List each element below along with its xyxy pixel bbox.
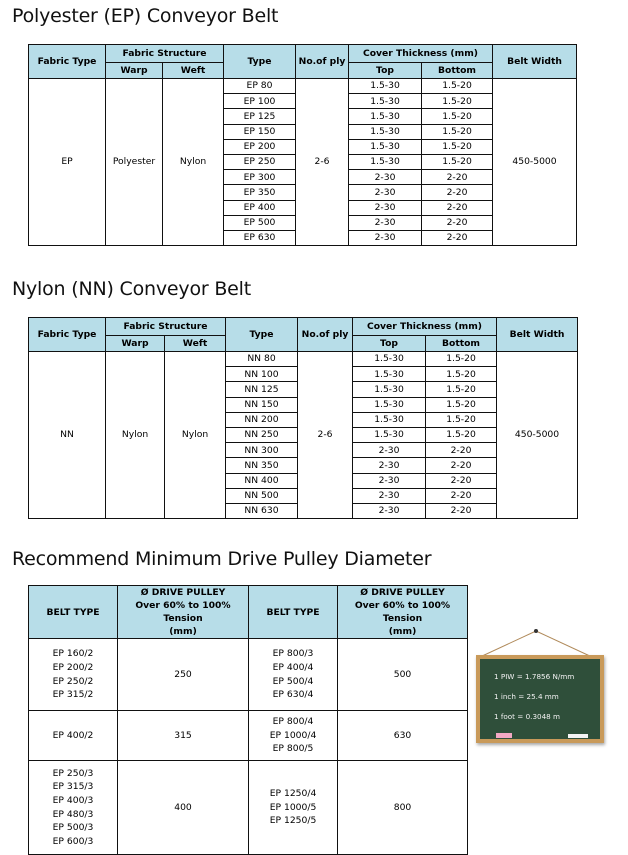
cell-type: NN 350	[226, 458, 298, 473]
cell-type: EP 300	[224, 170, 296, 185]
cell-bottom: 1.5-20	[426, 382, 497, 397]
header-drive-pulley-right	[338, 586, 468, 639]
header-fabric-structure: Fabric Structure	[106, 318, 226, 336]
cell-top: 2-30	[349, 170, 422, 185]
cell-warp: Nylon	[106, 352, 165, 519]
belt-type-entry: EP 1250/5	[269, 815, 317, 827]
nail-icon	[534, 629, 538, 633]
cell-bottom: 2-20	[426, 503, 497, 518]
cell-bottom: 2-20	[422, 170, 493, 185]
cell-fabric-type: NN	[29, 352, 106, 519]
cell-bottom: 2-20	[422, 200, 493, 215]
conversion-piw: 1 PIW = 1.7856 N/mm	[494, 672, 575, 681]
cell-type: EP 125	[224, 109, 296, 124]
belt-type-entry: EP 500/4	[272, 675, 314, 687]
cell-type: NN 500	[226, 488, 298, 503]
cell-no-of-ply: 2-6	[298, 352, 353, 519]
cell-bottom: 2-20	[426, 473, 497, 488]
cell-diameter-left: 315	[118, 711, 249, 761]
cell-bottom: 2-20	[422, 215, 493, 230]
cell-type: NN 300	[226, 443, 298, 458]
header-type: Type	[226, 318, 298, 352]
cell-warp: Polyester	[106, 79, 163, 246]
cell-type: EP 400	[224, 200, 296, 215]
belt-type-entry: EP 250/2	[52, 675, 94, 687]
table-row	[29, 639, 468, 711]
header-pulley-line1: Ø DRIVE PULLEY	[360, 587, 445, 598]
header-weft: Weft	[163, 63, 224, 79]
belt-type-entry: EP 1250/4	[269, 788, 317, 800]
cell-type: EP 80	[224, 79, 296, 94]
cell-top: 1.5-30	[353, 367, 426, 382]
belt-type-entry: EP 630/4	[272, 689, 314, 701]
cell-top: 1.5-30	[349, 139, 422, 154]
cell-belt-types-right	[249, 761, 338, 855]
cell-bottom: 1.5-20	[426, 397, 497, 412]
cell-bottom: 2-20	[426, 458, 497, 473]
belt-type-entry: EP 160/2	[52, 648, 94, 660]
header-belt-type-right: BELT TYPE	[249, 586, 338, 639]
header-pulley-line2: Over 60% to 100% Tension	[354, 600, 451, 624]
header-no-of-ply: No.of ply	[298, 318, 353, 352]
belt-type-entry: EP 500/3	[52, 822, 94, 834]
belt-type-entry: EP 480/3	[52, 808, 94, 820]
header-warp: Warp	[106, 63, 163, 79]
header-type: Type	[224, 45, 296, 79]
cell-top: 1.5-30	[353, 427, 426, 442]
unit-conversion-chalkboard	[474, 625, 604, 743]
cell-top: 1.5-30	[349, 109, 422, 124]
cell-top: 2-30	[353, 488, 426, 503]
header-drive-pulley-left	[118, 586, 249, 639]
cell-diameter-right: 800	[338, 761, 468, 855]
cell-type: EP 630	[224, 230, 296, 245]
header-cover-thickness: Cover Thickness (mm)	[353, 318, 497, 336]
belt-type-entry: EP 1000/4	[269, 729, 317, 741]
belt-type-entry: EP 400/2	[52, 729, 94, 741]
conversion-inch: 1 inch = 25.4 mm	[494, 692, 559, 701]
header-bottom: Bottom	[422, 63, 493, 79]
cell-bottom: 1.5-20	[426, 412, 497, 427]
cell-type: NN 80	[226, 352, 298, 367]
belt-type-entry: EP 250/3	[52, 767, 94, 779]
cell-type: NN 125	[226, 382, 298, 397]
cell-belt-width: 450-5000	[497, 352, 578, 519]
cell-top: 2-30	[353, 503, 426, 518]
cell-belt-types-left	[29, 711, 118, 761]
cell-bottom: 2-20	[422, 185, 493, 200]
cell-bottom: 1.5-20	[422, 154, 493, 169]
ep-section-title: Polyester (EP) Conveyor Belt	[12, 5, 279, 27]
header-top: Top	[349, 63, 422, 79]
cell-top: 2-30	[349, 185, 422, 200]
cell-top: 2-30	[349, 200, 422, 215]
cell-top: 2-30	[349, 230, 422, 245]
cell-bottom: 1.5-20	[422, 109, 493, 124]
cell-top: 2-30	[353, 473, 426, 488]
belt-type-entry: EP 600/3	[52, 835, 94, 847]
header-pulley-line2: Over 60% to 100% Tension	[135, 600, 231, 624]
cell-top: 1.5-30	[349, 94, 422, 109]
header-pulley-line1: Ø DRIVE PULLEY	[140, 587, 226, 598]
nn-section-title: Nylon (NN) Conveyor Belt	[12, 278, 251, 300]
cell-belt-width: 450-5000	[493, 79, 577, 246]
table-row	[29, 761, 468, 855]
cell-belt-types-left	[29, 639, 118, 711]
white-chalk-icon	[568, 734, 588, 738]
ep-spec-table	[28, 44, 577, 246]
header-fabric-structure: Fabric Structure	[106, 45, 224, 63]
cell-type: EP 250	[224, 154, 296, 169]
cell-diameter-left: 400	[118, 761, 249, 855]
header-bottom: Bottom	[426, 336, 497, 352]
cell-type: NN 200	[226, 412, 298, 427]
header-fabric-type: Fabric Type	[29, 45, 106, 79]
cell-belt-types-right	[249, 639, 338, 711]
header-cover-thickness: Cover Thickness (mm)	[349, 45, 493, 63]
header-belt-width: Belt Width	[493, 45, 577, 79]
cell-diameter-right: 500	[338, 639, 468, 711]
table-row	[29, 352, 578, 367]
cell-bottom: 1.5-20	[426, 367, 497, 382]
cell-bottom: 1.5-20	[426, 427, 497, 442]
pulley-section-title: Recommend Minimum Drive Pulley Diameter	[12, 548, 432, 570]
cell-bottom: 2-20	[426, 443, 497, 458]
cell-top: 1.5-30	[353, 352, 426, 367]
chalkboard-panel	[476, 655, 604, 743]
table-row	[29, 79, 577, 94]
belt-type-entry: EP 1000/5	[269, 801, 317, 813]
cell-top: 1.5-30	[353, 397, 426, 412]
header-belt-type-left: BELT TYPE	[29, 586, 118, 639]
cell-type: EP 150	[224, 124, 296, 139]
cell-bottom: 1.5-20	[422, 139, 493, 154]
belt-type-entry: EP 315/2	[52, 689, 94, 701]
header-belt-width: Belt Width	[497, 318, 578, 352]
header-pulley-line3: (mm)	[169, 626, 197, 637]
cell-top: 2-30	[353, 443, 426, 458]
cell-belt-types-right	[249, 711, 338, 761]
cell-bottom: 2-20	[422, 230, 493, 245]
cell-top: 1.5-30	[353, 382, 426, 397]
belt-type-entry: EP 800/4	[272, 716, 314, 728]
cell-top: 1.5-30	[349, 79, 422, 94]
cell-bottom: 2-20	[426, 488, 497, 503]
belt-type-entry: EP 800/5	[272, 743, 314, 755]
cell-belt-types-left	[29, 761, 118, 855]
cell-bottom: 1.5-20	[422, 94, 493, 109]
belt-type-entry: EP 200/2	[52, 661, 94, 673]
belt-type-entry: EP 800/3	[272, 648, 314, 660]
cell-type: EP 200	[224, 139, 296, 154]
cell-weft: Nylon	[165, 352, 226, 519]
cell-bottom: 1.5-20	[426, 352, 497, 367]
cell-type: EP 100	[224, 94, 296, 109]
belt-type-entry: EP 315/3	[52, 781, 94, 793]
cell-weft: Nylon	[163, 79, 224, 246]
cell-bottom: 1.5-20	[422, 79, 493, 94]
cell-top: 1.5-30	[349, 154, 422, 169]
header-fabric-type: Fabric Type	[29, 318, 106, 352]
pink-chalk-icon	[496, 733, 512, 738]
cell-no-of-ply: 2-6	[296, 79, 349, 246]
cell-type: NN 400	[226, 473, 298, 488]
cell-type: EP 500	[224, 215, 296, 230]
header-weft: Weft	[165, 336, 226, 352]
conversion-foot: 1 foot = 0.3048 m	[494, 712, 561, 721]
nn-spec-table	[28, 317, 578, 519]
cell-bottom: 1.5-20	[422, 124, 493, 139]
header-no-of-ply: No.of ply	[296, 45, 349, 79]
cell-top: 2-30	[353, 458, 426, 473]
cell-diameter-right: 630	[338, 711, 468, 761]
cell-type: NN 630	[226, 503, 298, 518]
cell-top: 2-30	[349, 215, 422, 230]
header-pulley-line3: (mm)	[388, 626, 417, 637]
cell-type: EP 350	[224, 185, 296, 200]
pulley-diameter-table	[28, 585, 468, 855]
cell-top: 1.5-30	[349, 124, 422, 139]
belt-type-entry: EP 400/4	[272, 661, 314, 673]
cell-type: NN 250	[226, 427, 298, 442]
cell-type: NN 150	[226, 397, 298, 412]
cell-type: NN 100	[226, 367, 298, 382]
belt-type-entry: EP 400/3	[52, 794, 94, 806]
header-warp: Warp	[106, 336, 165, 352]
table-row	[29, 711, 468, 761]
cell-top: 1.5-30	[353, 412, 426, 427]
cell-fabric-type: EP	[29, 79, 106, 246]
header-top: Top	[353, 336, 426, 352]
cell-diameter-left: 250	[118, 639, 249, 711]
